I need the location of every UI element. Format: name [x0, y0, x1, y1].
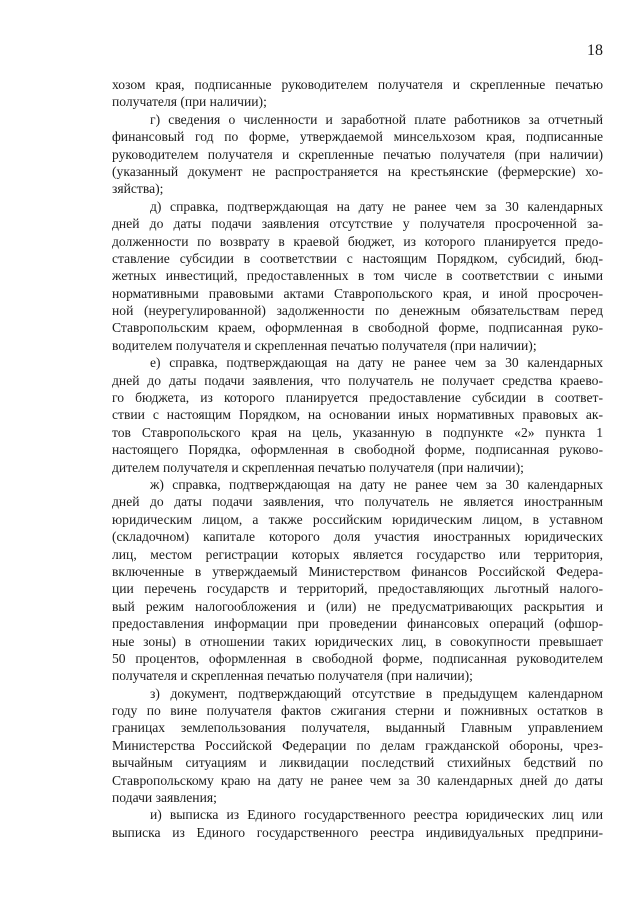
- text-line: тов Ставропольского края на цель, указанную в подпункте «2» пункта 1: [112, 424, 603, 440]
- text-line: долженности по возврату в краевой бюджет, из которого планируется предо-: [112, 233, 603, 249]
- text-line: нормативными правовыми актами Ставропольского края, и иной просрочен-: [112, 285, 603, 301]
- paragraph-zh: [112, 476, 603, 685]
- text-line: финансовый год по форме, утверждаемой минсельхозом края, подписанные: [112, 129, 603, 145]
- text-line: ствии с настоящим Порядком, на основании иных нормативных правовых ак-: [112, 407, 603, 423]
- text-line: д) справка, подтверждающая на дату не ранее чем за 30 календарных: [150, 198, 603, 214]
- text-line: включенные в утверждаемый Министерством финансов Российской Федера-: [112, 563, 603, 579]
- text-line: е) справка, подтверждающая на дату не ранее чем за 30 календарных: [150, 355, 603, 371]
- text-line: 50 процентов, оформленная в свободной форме, подписанная руководителем: [112, 650, 603, 666]
- text-line: дней до даты подачи заявления, что получатель не получает средства краево-: [112, 372, 603, 388]
- document-body: [112, 76, 603, 841]
- text-line: настоящего Порядка, оформленная в свободной форме, подписанная руково-: [112, 442, 603, 458]
- text-line: получателя и скрепленная печатью получателя (при наличии);: [112, 668, 473, 684]
- text-line: ной (неурегулированной) задолженности по денежным обязательствам перед: [112, 303, 603, 319]
- text-line: получателя (при наличии);: [112, 94, 267, 110]
- text-line: (складочном) капитале которого доля участия иностранных юридических: [112, 529, 603, 545]
- text-line: руководителем получателя и скрепленные печатью получателя (при наличии): [112, 146, 603, 162]
- text-line: жетных инвестиций, предоставленных в том числе в соответствии с иными: [112, 268, 603, 284]
- text-line: выписка из Единого государственного реестра индивидуальных предприни-: [112, 824, 603, 840]
- text-line: ные зоны) в отношении таких юридических лиц, в совокупности превышает: [112, 633, 603, 649]
- text-line: зяйства);: [112, 181, 164, 197]
- paragraph-d: [112, 198, 603, 355]
- text-line: ж) справка, подтверждающая на дату не ранее чем за 30 календарных: [150, 476, 603, 492]
- text-line: дителем получателя и скрепленная печатью получателя (при наличии);: [112, 459, 524, 475]
- paragraph-e: [112, 354, 603, 476]
- text-line: лиц, местом регистрации которых является государство или территория,: [112, 546, 603, 562]
- text-line: Министерства Российской Федерации по делам гражданской обороны, чрез-: [112, 737, 603, 753]
- text-line: (указанный документ не распространяется на крестьянские (фермерские) хо-: [112, 163, 603, 179]
- text-line: хозом края, подписанные руководителем получателя и скрепленные печатью: [112, 77, 603, 92]
- paragraph-i: [112, 806, 603, 841]
- text-line: дней до даты подачи заявления, что получатель не является иностранным: [112, 494, 603, 510]
- page-number: 18: [587, 42, 603, 59]
- text-line: дней до даты подачи заявления отсутствие у получателя просроченной за-: [112, 216, 603, 232]
- paragraph-continuation: [112, 76, 603, 111]
- text-line: предоставления информации при проведении финансовых операций (офшор-: [112, 616, 603, 632]
- text-line: ставление субсидии в соответствии с настоящим Порядком, субсидий, бюд-: [112, 250, 603, 266]
- text-line: подачи заявления;: [112, 790, 217, 806]
- text-line: юридическим лицом, а также российским юридическим лицом, в уставном: [112, 511, 603, 527]
- text-line: го бюджета, из которого планируется предоставление субсидии в соответ-: [112, 390, 603, 406]
- text-line: г) сведения о численности и заработной плате работников за отчетный: [150, 111, 603, 127]
- text-line: вый режим налогообложения и (или) не предусматривающих раскрытия и: [112, 598, 603, 614]
- text-line: ции перечень государств и территорий, предоставляющих льготный налого-: [112, 581, 603, 597]
- text-line: Ставропольским краем, оформленная в свободной форме, подписанная руко-: [112, 320, 603, 336]
- text-line: з) документ, подтверждающий отсутствие в предыдущем календарном: [150, 685, 603, 701]
- text-line: границах землепользования получателя, выданный Главным управлением: [112, 720, 603, 736]
- paragraph-z: [112, 685, 603, 807]
- text-line: Ставропольскому краю на дату не ранее чем за 30 календарных дней до даты: [112, 772, 603, 788]
- text-line: и) выписка из Единого государственного реестра юридических лиц или: [150, 807, 603, 823]
- paragraph-g: [112, 111, 603, 198]
- text-line: году по вине получателя фактов сжигания стерни и пожнивных остатков в: [112, 703, 603, 719]
- text-line: водителем получателя и скрепленная печатью получателя (при наличии);: [112, 337, 537, 353]
- text-line: вычайным ситуациям и ликвидации последствий стихийных бедствий по: [112, 755, 603, 771]
